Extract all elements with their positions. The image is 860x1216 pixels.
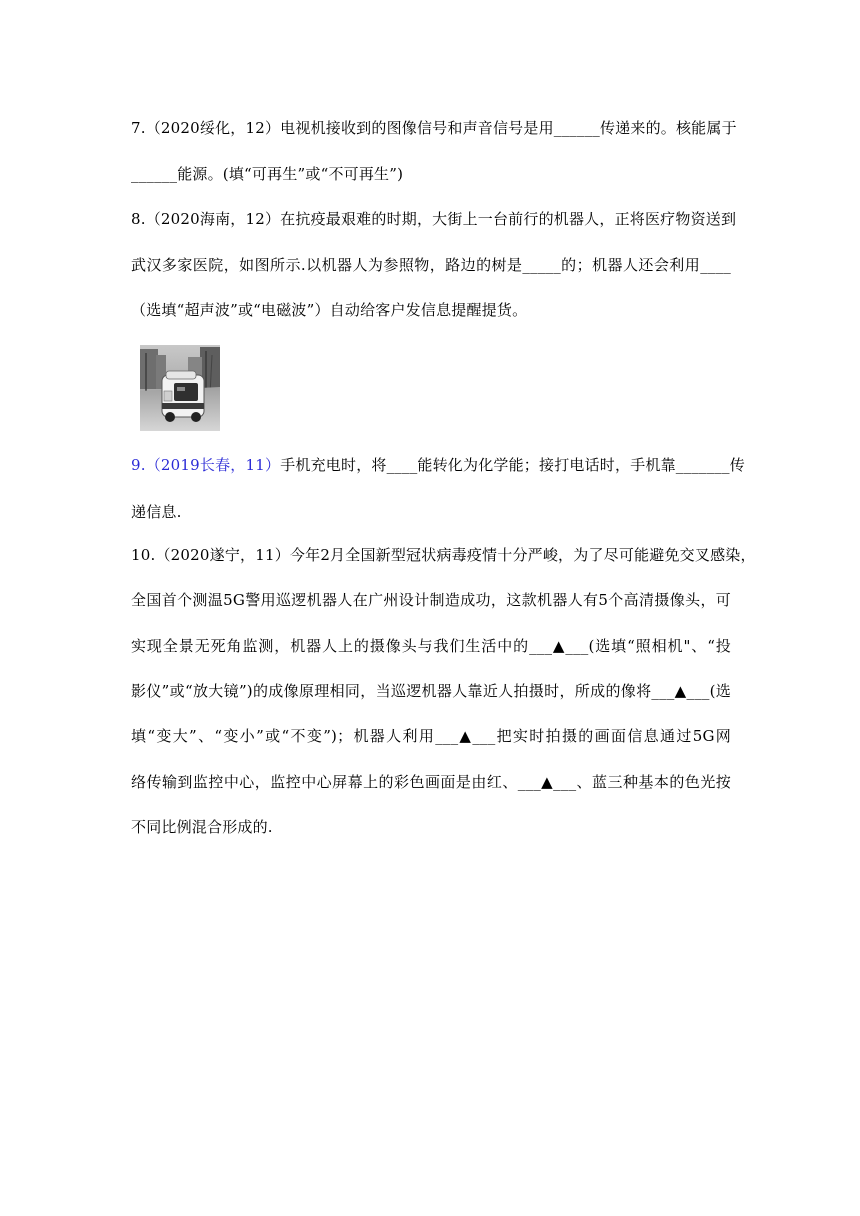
question-7-line-2: ______能源。(填“可再生”或“不可再生”) xyxy=(131,165,404,183)
question-9-line-2: 递信息. xyxy=(131,503,182,521)
question-9-line-1 xyxy=(131,455,745,475)
question-10-line-5: 填“变大”、“变小”或“不变”)；机器人利用___▲___把实时拍摄的画面信息通过5G网 xyxy=(131,727,731,745)
question-8-line-2: 武汉多家医院，如图所示.以机器人为参照物，路边的树是_____的；机器人还会利用____ xyxy=(131,256,731,274)
robot-photo-svg xyxy=(140,345,220,431)
question-10-line-4: 影仪”或“放大镜”)的成像原理相同，当巡逻机器人靠近人拍摄时，所成的像将___▲___(选 xyxy=(131,682,731,700)
question-10-line-6: 络传输到监控中心，监控中心屏幕上的彩色画面是由红、___▲___、蓝三种基本的色光按 xyxy=(131,773,731,791)
question-8-line-3: （选填“超声波”或“电磁波”）自动给客户发信息提醒提货。 xyxy=(131,301,528,319)
question-10-line-3: 实现全景无死角监测，机器人上的摄像头与我们生活中的___▲___(选填“照相机"、“投 xyxy=(131,637,731,655)
question-10-line-1: 10.（2020遂宁，11）今年2月全国新型冠状病毒疫情十分严峻，为了尽可能避免交叉感染， xyxy=(131,546,756,564)
question-7-line-1: 7.（2020绥化，12）电视机接收到的图像信号和声音信号是用______传递来的。核能属于 xyxy=(131,119,737,137)
robot-delivery-photo xyxy=(140,345,220,431)
question-9-source: 9.（2019长春，11） xyxy=(131,456,281,474)
question-10-line-7: 不同比例混合形成的. xyxy=(131,818,273,836)
question-9-line-1-text: 手机充电时，将____能转化为化学能；接打电话时，手机靠_______传 xyxy=(280,456,745,474)
question-8-line-1: 8.（2020海南，12）在抗疫最艰难的时期，大街上一台前行的机器人，正将医疗物资送到 xyxy=(131,210,737,228)
question-10-line-2: 全国首个测温5G警用巡逻机器人在广州设计制造成功，这款机器人有5个高清摄像头，可 xyxy=(131,591,731,609)
